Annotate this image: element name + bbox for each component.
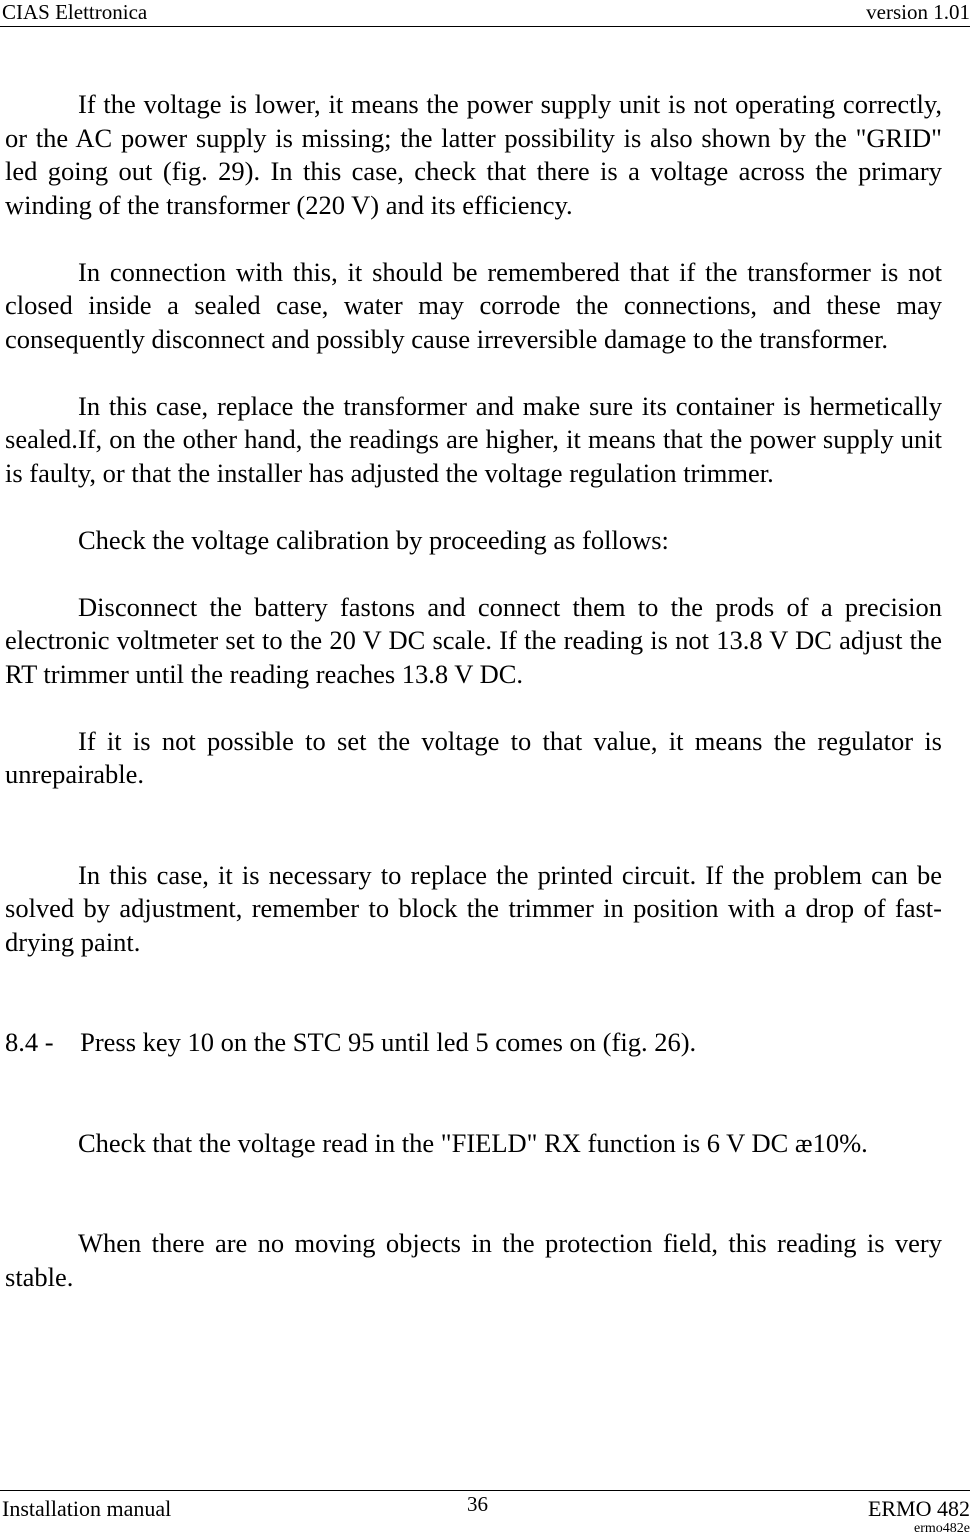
paragraph-low-voltage: If the voltage is lower, it means the power supply unit is not operating correctly, or the AC power supply is missing; the latter possibility is also shown by the "GRID" led going out (fig. 29). In this case, check that there is a voltage across the primary winding of the transformer (220 V) and its efficiency. [5, 89, 942, 220]
paragraph-disconnect-battery: Disconnect the battery fastons and connect them to the prods of a precision electronic voltmeter set to the 20 V DC scale. If the reading is not 13.8 V DC adjust the RT trimmer until the reading reaches 13.8 V DC. [5, 591, 942, 689]
page-footer [0, 1492, 970, 1538]
page-number: 36 [467, 1492, 488, 1516]
model-name: ERMO 482 [867, 1496, 970, 1521]
section-8-4 [5, 1026, 942, 1060]
paragraph-replace-circuit: In this case, it is necessary to replace the printed circuit. If the problem can be solved by adjustment, remember to block the trimmer in position with a drop of fast-drying paint. [5, 859, 942, 957]
paragraph-field-voltage: Check that the voltage read in the "FIELD" RX function is 6 V DC æ10%. [78, 1127, 868, 1158]
page-body [5, 88, 942, 1294]
company-name: CIAS Elettronica [2, 0, 148, 24]
section-heading-text: Press key 10 on the STC 95 until led 5 comes on (fig. 26). [80, 1027, 697, 1057]
paragraph-unrepairable: If it is not possible to set the voltage to that value, it means the regulator is unrepairable. [5, 725, 942, 789]
footer-divider [0, 1490, 970, 1491]
section-number: 8.4 - [5, 1027, 54, 1057]
paragraph-check-calibration: Check the voltage calibration by proceeding as follows: [78, 524, 669, 555]
paragraph-transformer-case: In connection with this, it should be remembered that if the transformer is not closed inside a sealed case, water may corrode the connections, and these may consequently disconnect and possibly cause irreversible damage to the transformer. [5, 256, 942, 354]
document-type: Installation manual [2, 1496, 172, 1521]
paragraph-stable-reading: When there are no moving objects in the protection field, this reading is very stable. [5, 1228, 942, 1292]
document-code: ermo482e [914, 1521, 970, 1536]
paragraph-replace-transformer: In this case, replace the transformer and make sure its container is hermetically sealed.If, on the other hand, the readings are higher, it means that the power supply unit is faulty, or that the installer has adjusted the voltage regulation trimmer. [5, 390, 942, 488]
version-label: version 1.01 [866, 0, 970, 24]
page-header [0, 0, 970, 27]
